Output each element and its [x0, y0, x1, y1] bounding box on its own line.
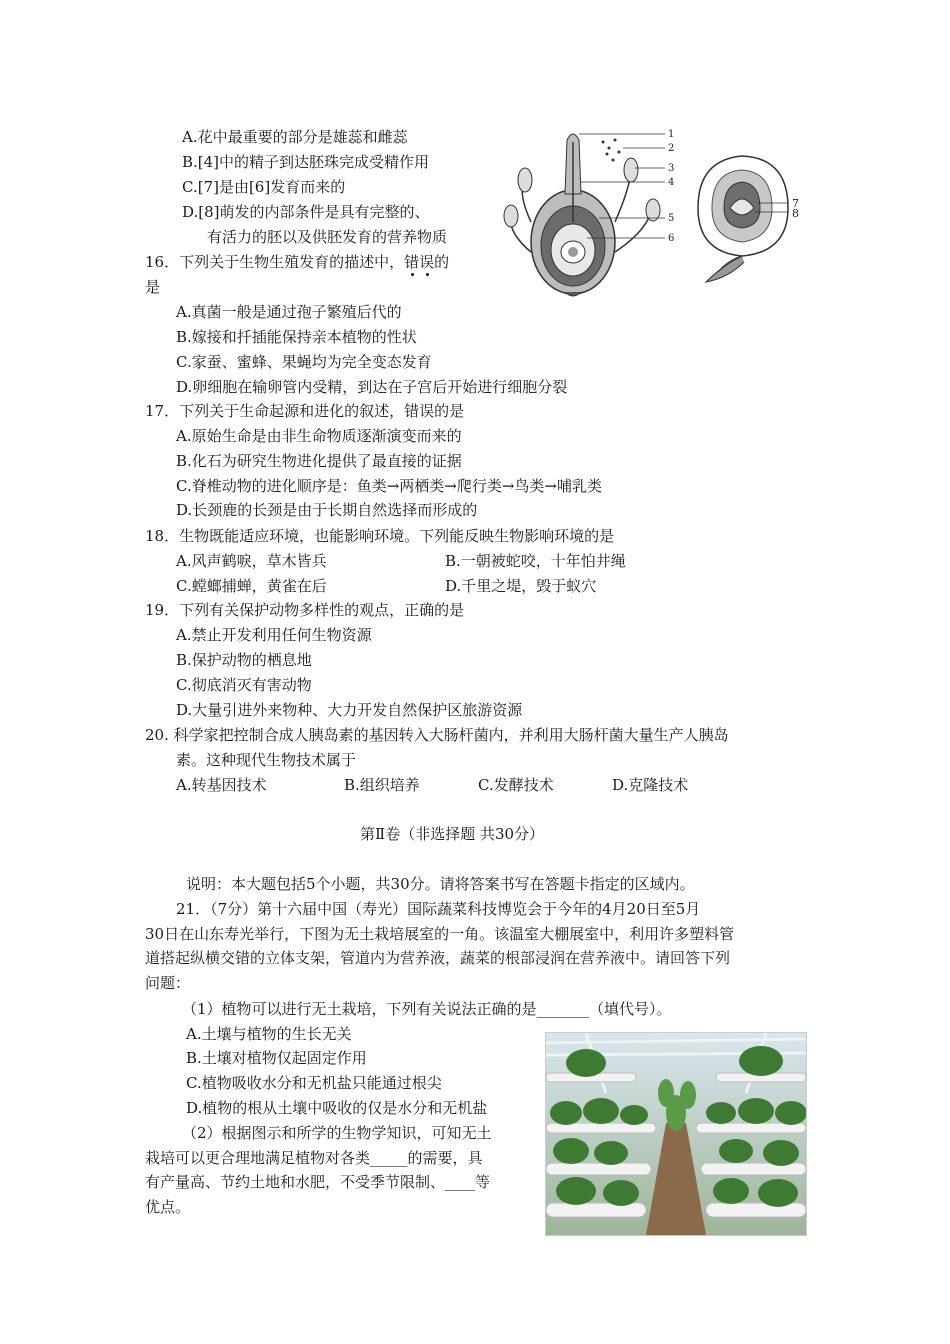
q20-stem: 20. 科学家把控制合成人胰岛素的基因转入大肠杆菌内，并利用大肠杆菌大量生产人胰岛 [145, 726, 729, 744]
q20-stem-cont: 素。这种现代生物技术属于 [176, 751, 357, 769]
q21-sub2-line1: （2）根据图示和所学的生物学知识，可知无土 [182, 1124, 492, 1142]
q15-option-b: B.[4]中的精子到达胚珠完成受精作用 [182, 153, 430, 171]
q17-option-a: A.原始生命是由非生命物质逐渐演变而来的 [176, 427, 462, 445]
q21-para-line4: 问题： [145, 974, 191, 992]
q19-option-a: A.禁止开发利用任何生物资源 [176, 626, 372, 644]
fruit-diagram [692, 148, 808, 290]
q21-sub2-line3: 有产量高、节约土地和水肥，不受季节限制、____等 [145, 1173, 491, 1191]
label-2: 2 [668, 143, 675, 154]
q20-option-b: B.组织培养 [344, 776, 420, 794]
q17-stem: 17．下列关于生命起源和进化的叙述，错误的是 [145, 402, 465, 420]
q18-option-a: A.风声鹤唳，草木皆兵 [176, 552, 327, 570]
q19-stem: 19．下列有关保护动物多样性的观点，正确的是 [145, 601, 465, 619]
q21-para-line2: 30日在山东寿光举行，下图为无土栽培展室的一角。该温室大棚展室中，利用许多塑料管 [145, 925, 735, 943]
q21-sub2-line2: 栽培可以更合理地满足植物对各类_____的需要，具 [145, 1149, 483, 1167]
q21-option-c: C.植物吸收水分和无机盐只能通过根尖 [186, 1074, 442, 1092]
q18-option-d: D.千里之堤，毁于蚁穴 [445, 577, 597, 595]
q20-option-d: D.克隆技术 [612, 776, 689, 794]
flower-diagram [495, 122, 685, 300]
q20-option-a: A.转基因技术 [176, 776, 267, 794]
label-1: 1 [668, 129, 675, 140]
q19-option-c: C.彻底消灭有害动物 [176, 676, 312, 694]
label-4: 4 [668, 177, 675, 188]
label-7: 7 [792, 197, 799, 210]
q21-option-d: D.植物的根从土壤中吸收的仅是水分和无机盐 [186, 1099, 488, 1117]
label-6: 6 [668, 233, 675, 244]
q20-option-c: C.发酵技术 [478, 776, 554, 794]
q21-sub2-line4: 优点。 [145, 1198, 191, 1216]
q16-option-c: C.家蚕、蜜蜂、果蝇均为完全变态发育 [176, 353, 432, 371]
q16-stem: 16．下列关于生物生殖发育的描述中，错误的 [145, 253, 450, 271]
q19-option-b: B.保护动物的栖息地 [176, 651, 312, 669]
q19-option-d: D.大量引进外来物种、大力开发自然保护区旅游资源 [176, 701, 523, 719]
q15-option-a: A.花中最重要的部分是雄蕊和雌蕊 [182, 128, 408, 146]
label-3: 3 [668, 163, 675, 174]
q17-option-c: C.脊椎动物的进化顺序是：鱼类→两栖类→爬行类→鸟类→哺乳类 [176, 477, 602, 495]
q18-option-b: B.一朝被蛇咬，十年怕井绳 [445, 552, 626, 570]
q15-option-d-cont: 有活力的胚以及供胚发育的营养物质 [207, 228, 448, 246]
q21-option-a: A.土壤与植物的生长无关 [186, 1025, 352, 1043]
q15-option-d: D.[8]萌发的内部条件是具有完整的、 [182, 203, 430, 221]
section-note: 说明：本大题包括5个小题，共30分。请将答案书写在答题卡指定的区域内。 [186, 875, 695, 893]
label-5: 5 [668, 213, 675, 224]
q16-option-a: A.真菌一般是通过孢子繁殖后代的 [176, 303, 402, 321]
q16-option-b: B.嫁接和扦插能保持亲本植物的性状 [176, 328, 417, 346]
q18-stem: 18．生物既能适应环境，也能影响环境。下列能反映生物影响环境的是 [145, 527, 615, 545]
q21-sub1: （1）植物可以进行无土栽培，下列有关说法正确的是_______（填代号）。 [182, 1000, 672, 1018]
q15-option-c: C.[7]是由[6]发育而来的 [182, 178, 346, 196]
q16-stem-cont: 是 [145, 278, 161, 296]
q21-para-line3: 道搭起纵横交错的立体支架，管道内为营养液，蔬菜的根部浸润在营养液中。请回答下列 [145, 949, 731, 967]
q21-para-line1: 21．（7分）第十六届中国（寿光）国际蔬菜科技博览会于今年的4月20日至5月 [176, 900, 701, 918]
label-8: 8 [792, 207, 799, 220]
q16-option-d: D.卵细胞在输卵管内受精，到达在子宫后开始进行细胞分裂 [176, 378, 568, 396]
greenhouse-photo [545, 1032, 807, 1236]
section-title: 第Ⅱ卷（非选择题 共30分） [360, 825, 545, 843]
q18-option-c: C.螳螂捕蝉，黄雀在后 [176, 577, 327, 595]
q17-option-d: D.长颈鹿的长颈是由于长期自然选择而形成的 [176, 501, 478, 519]
q21-option-b: B.土壤对植物仅起固定作用 [186, 1049, 367, 1067]
q17-option-b: B.化石为研究生物进化提供了最直接的证据 [176, 452, 462, 470]
